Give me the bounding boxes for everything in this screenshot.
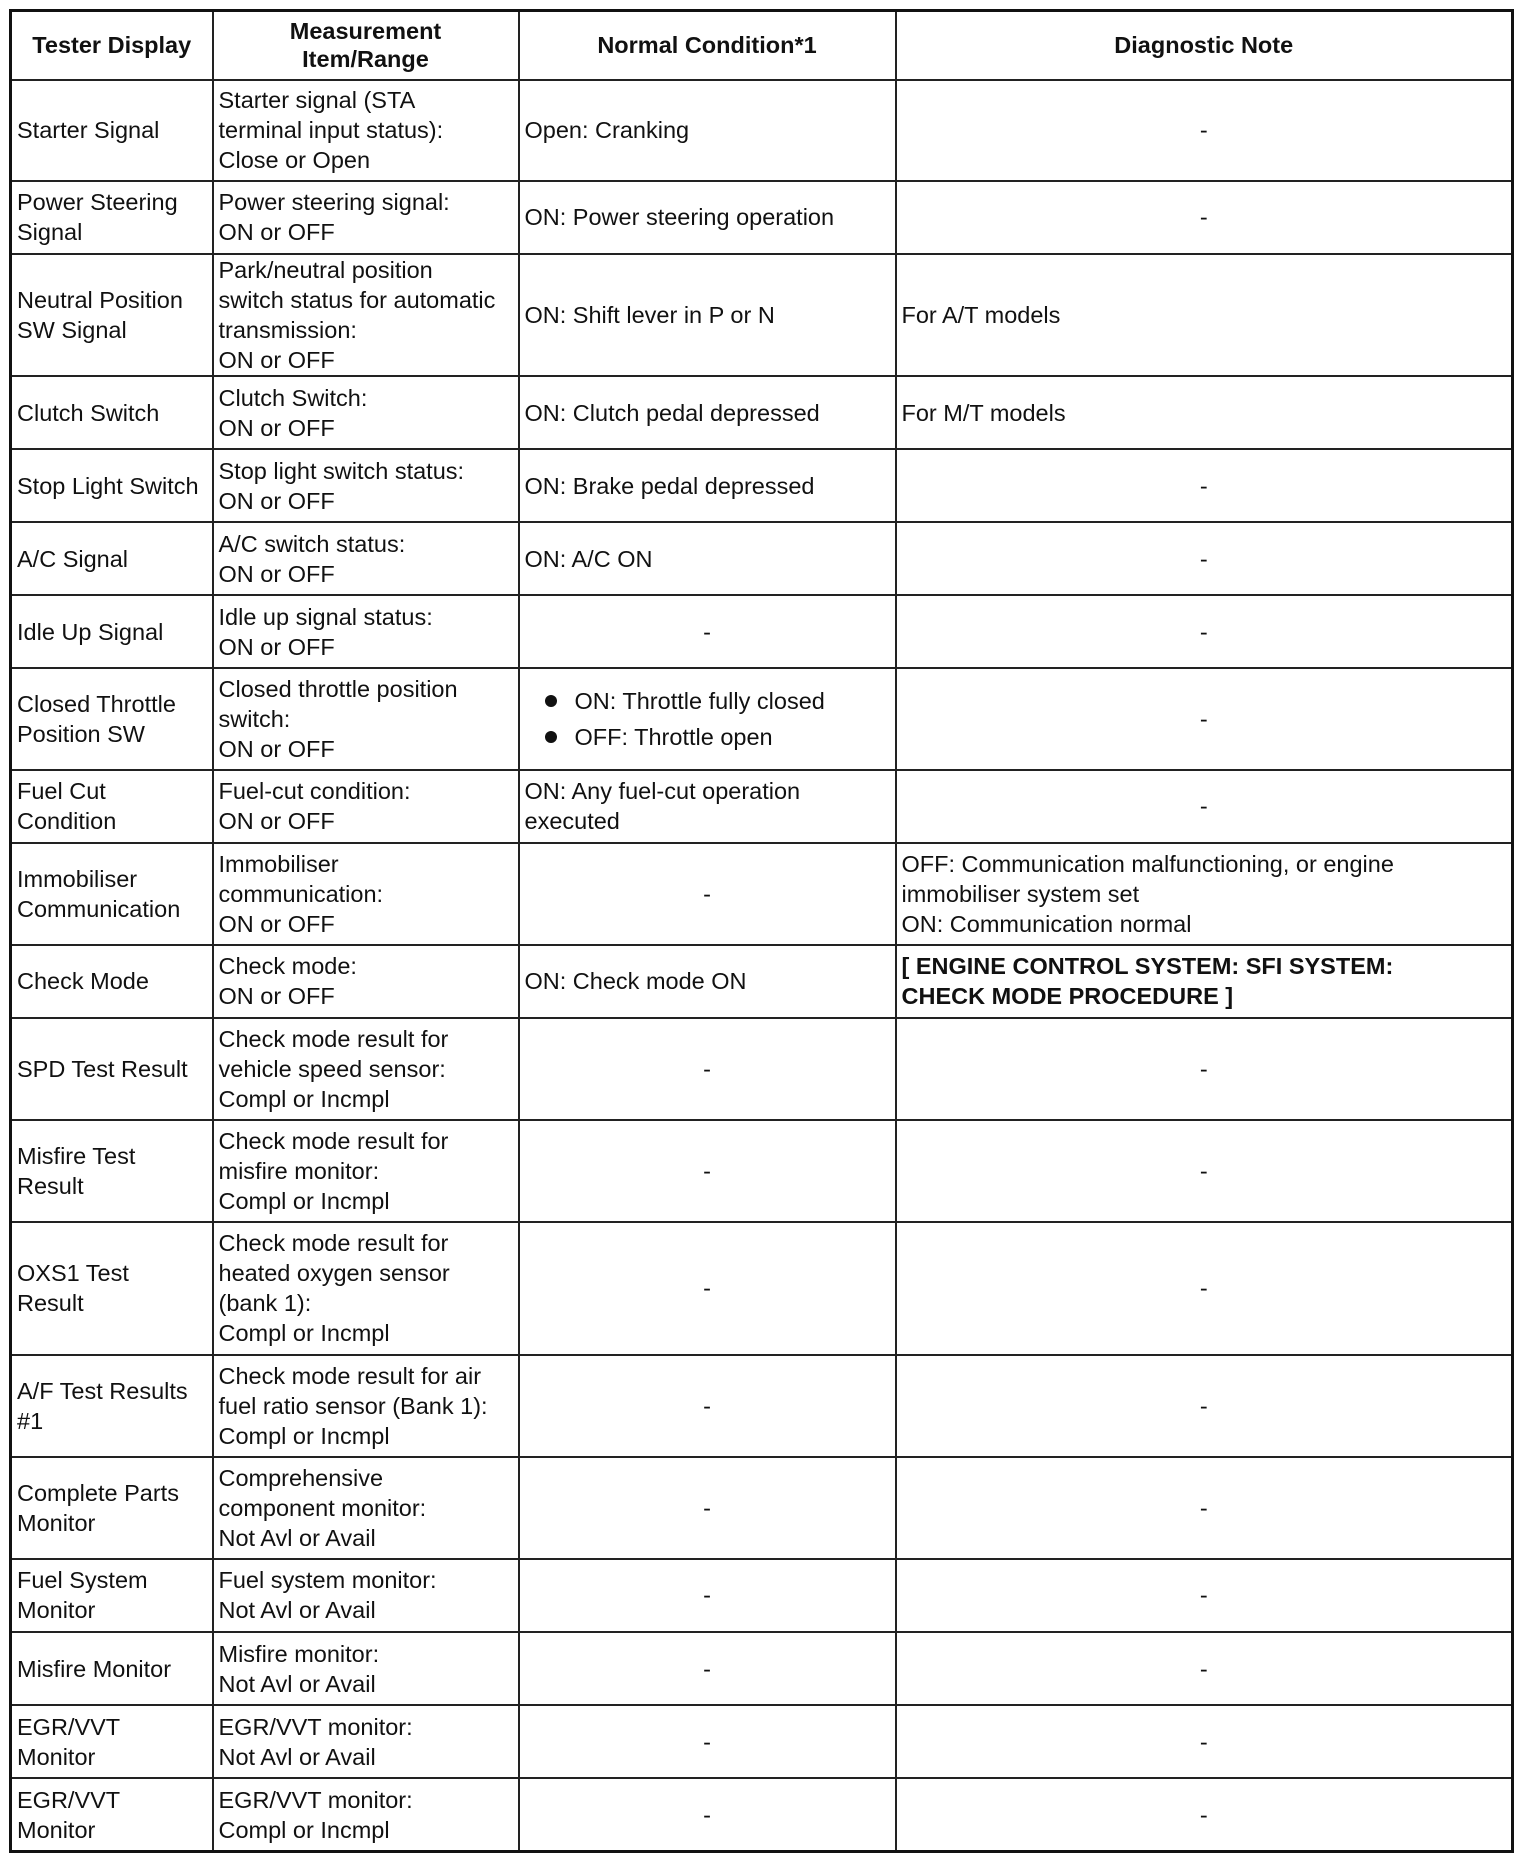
cell-line: #1 xyxy=(17,1407,44,1434)
tester-display-cell xyxy=(11,449,213,522)
table-row xyxy=(11,1632,1513,1705)
cell-line: Check mode result for air xyxy=(218,1362,482,1389)
cell-line: Position SW xyxy=(17,720,145,747)
tester-display-cell xyxy=(11,945,213,1018)
cell-line: For A/T models xyxy=(901,301,1061,328)
diagnostic-note-cell xyxy=(896,1632,1513,1705)
diagnostic-note-cell xyxy=(896,1355,1513,1457)
cell-line: OFF: Communication malfunctioning, or engine xyxy=(901,850,1394,877)
cell-line: ON: Clutch pedal depressed xyxy=(524,399,820,426)
cell-line: Fuel system monitor: xyxy=(218,1567,437,1594)
normal-condition-cell xyxy=(519,254,896,376)
table-row xyxy=(11,595,1513,668)
header-tester-display: Tester Display xyxy=(11,11,213,80)
diagnostic-note-cell xyxy=(896,254,1513,376)
measurement-cell xyxy=(213,181,519,254)
cell-line: - xyxy=(1199,1158,1208,1185)
measurement-cell xyxy=(213,1355,519,1457)
normal-condition-cell xyxy=(519,1559,896,1632)
cell-line: - xyxy=(1199,1801,1208,1828)
cell-line: - xyxy=(703,1801,711,1828)
tester-display-cell xyxy=(11,668,213,769)
normal-condition-cell xyxy=(519,1778,896,1851)
table-row xyxy=(11,1778,1513,1851)
normal-condition-cell xyxy=(519,945,896,1018)
cell-line: Idle Up Signal xyxy=(17,618,164,645)
cell-line: - xyxy=(1199,204,1208,231)
table-row xyxy=(11,770,1513,843)
cell-line: immobiliser system set xyxy=(901,880,1140,907)
measurement-cell xyxy=(213,770,519,843)
cell-line: CHECK MODE PROCEDURE ] xyxy=(901,983,1234,1010)
tester-display-cell xyxy=(11,1559,213,1632)
tester-display-cell xyxy=(11,1120,213,1222)
cell-line: transmission: xyxy=(218,316,357,343)
cell-line: Check mode result for xyxy=(218,1128,449,1155)
cell-line: Misfire Monitor xyxy=(17,1655,172,1682)
measurement-cell xyxy=(213,668,519,769)
normal-condition-cell xyxy=(519,1705,896,1778)
cell-line: heated oxygen sensor xyxy=(218,1260,450,1287)
normal-condition-cell xyxy=(519,843,896,945)
cell-line: Complete Parts xyxy=(17,1479,179,1506)
measurement-cell xyxy=(213,1018,519,1120)
cell-line: Stop light switch status: xyxy=(218,457,465,484)
list-item xyxy=(543,722,890,752)
cell-line: ON or OFF xyxy=(218,633,335,660)
cell-line: ON: Communication normal xyxy=(901,910,1192,937)
cell-line: ON: Shift lever in P or N xyxy=(524,301,775,328)
cell-line: Idle up signal status: xyxy=(218,603,433,630)
list-item xyxy=(543,686,890,716)
measurement-cell xyxy=(213,449,519,522)
header-measurement-line1: Measurement xyxy=(289,18,442,45)
cell-line: Check Mode xyxy=(17,968,149,995)
table-row xyxy=(11,1457,1513,1559)
cell-line: Not Avl or Avail xyxy=(218,1670,376,1697)
normal-condition-cell xyxy=(519,1457,896,1559)
cell-line: - xyxy=(1199,472,1208,499)
cell-line: Condition xyxy=(17,808,117,835)
tester-display-cell xyxy=(11,595,213,668)
tester-display-cell xyxy=(11,376,213,449)
cell-line: terminal input status): xyxy=(218,117,444,144)
normal-condition-cell xyxy=(519,449,896,522)
diagnostic-note-cell xyxy=(896,1018,1513,1120)
cell-line: Monitor xyxy=(17,1816,96,1843)
diagnostic-note-cell xyxy=(896,1222,1513,1354)
cell-line: ON or OFF xyxy=(218,487,335,514)
cell-line: Result xyxy=(17,1290,84,1317)
table-row xyxy=(11,843,1513,945)
cell-line: - xyxy=(1199,1494,1208,1521)
cell-line: (bank 1): xyxy=(218,1290,312,1317)
cell-line: Check mode result for xyxy=(218,1230,449,1257)
cell-line: Compl or Incmpl xyxy=(218,1086,390,1113)
cell-line: A/C Signal xyxy=(17,545,129,572)
measurement-cell xyxy=(213,1457,519,1559)
cell-line: - xyxy=(1199,1655,1208,1682)
measurement-cell xyxy=(213,1120,519,1222)
cell-line: Misfire Test xyxy=(17,1143,136,1170)
cell-line: - xyxy=(1199,545,1208,572)
cell-line: - xyxy=(1199,1275,1208,1302)
table-row xyxy=(11,1120,1513,1222)
cell-line: - xyxy=(1199,1728,1208,1755)
table-row xyxy=(11,181,1513,254)
diagnostic-note-cell xyxy=(896,181,1513,254)
tester-display-cell xyxy=(11,1632,213,1705)
table-row xyxy=(11,449,1513,522)
tester-display-cell xyxy=(11,254,213,376)
cell-line: - xyxy=(1199,1392,1208,1419)
cell-line: switch: xyxy=(218,705,291,732)
cell-line: - xyxy=(1199,1582,1208,1609)
cell-line: - xyxy=(703,1728,711,1755)
table-row xyxy=(11,1355,1513,1457)
cell-line: Monitor xyxy=(17,1743,96,1770)
cell-line: ON or OFF xyxy=(218,346,335,373)
diagnostic-note-cell xyxy=(896,449,1513,522)
normal-condition-cell xyxy=(519,1632,896,1705)
cell-line: Fuel Cut xyxy=(17,778,106,805)
cell-line: Result xyxy=(17,1173,84,1200)
diagnostic-note-cell xyxy=(896,770,1513,843)
normal-condition-cell xyxy=(519,376,896,449)
table-row xyxy=(11,668,1513,769)
cell-line: Monitor xyxy=(17,1509,96,1536)
cell-line: ON or OFF xyxy=(218,414,335,441)
cell-line: - xyxy=(1199,793,1208,820)
normal-condition-cell xyxy=(519,522,896,595)
cell-line: ON: Power steering operation xyxy=(524,204,835,231)
cell-line: - xyxy=(703,1392,711,1419)
tester-display-cell xyxy=(11,80,213,181)
cell-line: - xyxy=(1199,618,1208,645)
cell-line: Immobiliser xyxy=(17,865,138,892)
cell-line: Stop Light Switch xyxy=(17,472,199,499)
tester-display-cell xyxy=(11,1457,213,1559)
cell-line: Closed Throttle xyxy=(17,690,176,717)
tester-display-cell xyxy=(11,522,213,595)
cell-line: EGR/VVT monitor: xyxy=(218,1713,413,1740)
cell-line: component monitor: xyxy=(218,1494,427,1521)
diagnostic-note-cell xyxy=(896,843,1513,945)
cell-line: ON or OFF xyxy=(218,219,335,246)
cell-line: Fuel System xyxy=(17,1567,148,1594)
cell-line: - xyxy=(1199,705,1208,732)
cell-line: fuel ratio sensor (Bank 1): xyxy=(218,1392,488,1419)
header-normal-condition: Normal Condition*1 xyxy=(519,11,896,80)
table-row xyxy=(11,1222,1513,1354)
cell-line: - xyxy=(703,1582,711,1609)
tester-display-cell xyxy=(11,1355,213,1457)
normal-condition-cell xyxy=(519,1120,896,1222)
normal-condition-cell xyxy=(519,668,896,769)
diagnostic-note-cell xyxy=(896,1120,1513,1222)
diagnostic-note-cell xyxy=(896,522,1513,595)
tester-display-cell xyxy=(11,770,213,843)
diagnostic-note-cell xyxy=(896,595,1513,668)
cell-line: Clutch Switch: xyxy=(218,384,368,411)
header-measurement-line2: Item/Range xyxy=(302,46,429,73)
measurement-cell xyxy=(213,80,519,181)
cell-line: ON or OFF xyxy=(218,560,335,587)
table-row xyxy=(11,80,1513,181)
cell-line: SPD Test Result xyxy=(17,1056,188,1083)
cell-line: Starter signal (STA xyxy=(218,87,416,114)
cell-line: Clutch Switch xyxy=(17,399,160,426)
diagnostic-note-cell xyxy=(896,1705,1513,1778)
normal-condition-cell xyxy=(519,1222,896,1354)
cell-line: Not Avl or Avail xyxy=(218,1743,376,1770)
cell-line: [ ENGINE CONTROL SYSTEM: SFI SYSTEM: xyxy=(901,953,1394,980)
tester-display-cell xyxy=(11,1778,213,1851)
bullet-icon xyxy=(545,695,557,707)
measurement-cell xyxy=(213,1632,519,1705)
bullet-icon xyxy=(545,731,557,743)
diagnostic-note-cell xyxy=(896,1778,1513,1851)
cell-line: Not Avl or Avail xyxy=(218,1524,376,1551)
cell-line: Comprehensive xyxy=(218,1464,384,1491)
cell-line: Open: Cranking xyxy=(524,117,690,144)
cell-line: Closed throttle position xyxy=(218,675,458,702)
cell-line: Monitor xyxy=(17,1597,96,1624)
diagnostic-note-cell xyxy=(896,1457,1513,1559)
measurement-cell xyxy=(213,843,519,945)
cell-line: Power steering signal: xyxy=(218,189,450,216)
cell-line: Close or Open xyxy=(218,147,371,174)
cell-line: - xyxy=(703,1056,711,1083)
cell-line: - xyxy=(703,1655,711,1682)
tester-display-cell xyxy=(11,1705,213,1778)
cell-line: Signal xyxy=(17,219,83,246)
measurement-cell xyxy=(213,1559,519,1632)
tester-display-cell xyxy=(11,843,213,945)
cell-line: A/C switch status: xyxy=(218,530,406,557)
cell-line: ON: Brake pedal depressed xyxy=(524,472,815,499)
cell-line: Fuel-cut condition: xyxy=(218,778,411,805)
diagnostic-note-cell xyxy=(896,1559,1513,1632)
cell-line: Immobiliser xyxy=(218,850,339,877)
cell-line: EGR/VVT xyxy=(17,1713,121,1740)
cell-line: Compl or Incmpl xyxy=(218,1422,390,1449)
tester-display-cell xyxy=(11,1018,213,1120)
diagnostic-note-cell xyxy=(896,668,1513,769)
normal-condition-cell xyxy=(519,1355,896,1457)
cell-line: ON: A/C ON xyxy=(524,545,653,572)
cell-line: Misfire monitor: xyxy=(218,1640,380,1667)
table-row xyxy=(11,945,1513,1018)
cell-line: For M/T models xyxy=(901,399,1066,426)
cell-line: SW Signal xyxy=(17,316,127,343)
normal-condition-cell xyxy=(519,595,896,668)
data-list-table xyxy=(9,9,1514,1853)
cell-line: vehicle speed sensor: xyxy=(218,1056,446,1083)
cell-line: Park/neutral position xyxy=(218,256,433,283)
normal-condition-cell xyxy=(519,181,896,254)
cell-line: Check mode: xyxy=(218,953,357,980)
cell-line: - xyxy=(703,1494,711,1521)
cell-line: OXS1 Test xyxy=(17,1260,129,1287)
measurement-cell xyxy=(213,1222,519,1354)
cell-line: Neutral Position xyxy=(17,286,183,313)
cell-line: Compl or Incmpl xyxy=(218,1320,390,1347)
diagnostic-note-link[interactable] xyxy=(896,945,1513,1018)
tester-display-cell xyxy=(11,1222,213,1354)
table-row xyxy=(11,522,1513,595)
cell-line: Not Avl or Avail xyxy=(218,1597,376,1624)
diagnostic-note-cell xyxy=(896,376,1513,449)
cell-line: ON or OFF xyxy=(218,910,335,937)
cell-line: EGR/VVT xyxy=(17,1786,121,1813)
measurement-cell xyxy=(213,945,519,1018)
table-row xyxy=(11,376,1513,449)
cell-line: - xyxy=(703,1158,711,1185)
header-diagnostic-note: Diagnostic Note xyxy=(896,11,1513,80)
cell-line: ON: Check mode ON xyxy=(524,968,747,995)
cell-line: - xyxy=(1199,117,1208,144)
cell-line: Compl or Incmpl xyxy=(218,1188,390,1215)
header-row xyxy=(11,11,1513,80)
list-item-text: ON: Throttle fully closed xyxy=(574,687,825,714)
cell-line: - xyxy=(703,618,711,645)
measurement-cell xyxy=(213,376,519,449)
cell-line: Compl or Incmpl xyxy=(218,1816,390,1843)
table-row xyxy=(11,1559,1513,1632)
normal-condition-cell xyxy=(519,1018,896,1120)
tester-display-cell xyxy=(11,181,213,254)
cell-line: Starter Signal xyxy=(17,117,160,144)
cell-line: ON or OFF xyxy=(218,735,335,762)
cell-line: switch status for automatic xyxy=(218,286,496,313)
cell-line: EGR/VVT monitor: xyxy=(218,1786,413,1813)
table-body xyxy=(11,80,1513,1852)
cell-line: - xyxy=(1199,1056,1208,1083)
cell-line: Communication xyxy=(17,895,181,922)
cell-line: ON or OFF xyxy=(218,808,335,835)
cell-line: - xyxy=(703,880,711,907)
table-row xyxy=(11,254,1513,376)
cell-line: ON: Any fuel-cut operation xyxy=(524,778,801,805)
measurement-cell xyxy=(213,595,519,668)
measurement-cell xyxy=(213,1778,519,1851)
list-item-text: OFF: Throttle open xyxy=(574,723,773,750)
table-row xyxy=(11,1018,1513,1120)
cell-line: A/F Test Results xyxy=(17,1377,188,1404)
measurement-cell xyxy=(213,1705,519,1778)
cell-line: - xyxy=(703,1275,711,1302)
measurement-cell xyxy=(213,522,519,595)
cell-line: executed xyxy=(524,808,620,835)
normal-condition-cell xyxy=(519,80,896,181)
table-row xyxy=(11,1705,1513,1778)
cell-line: communication: xyxy=(218,880,384,907)
cell-line: misfire monitor: xyxy=(218,1158,380,1185)
diagnostic-note-cell xyxy=(896,80,1513,181)
cell-line: ON or OFF xyxy=(218,983,335,1010)
normal-condition-cell xyxy=(519,770,896,843)
cell-line: Power Steering xyxy=(17,189,178,216)
cell-line: Check mode result for xyxy=(218,1026,449,1053)
measurement-cell xyxy=(213,254,519,376)
normal-condition-list xyxy=(525,686,890,752)
header-measurement-item xyxy=(213,11,519,80)
